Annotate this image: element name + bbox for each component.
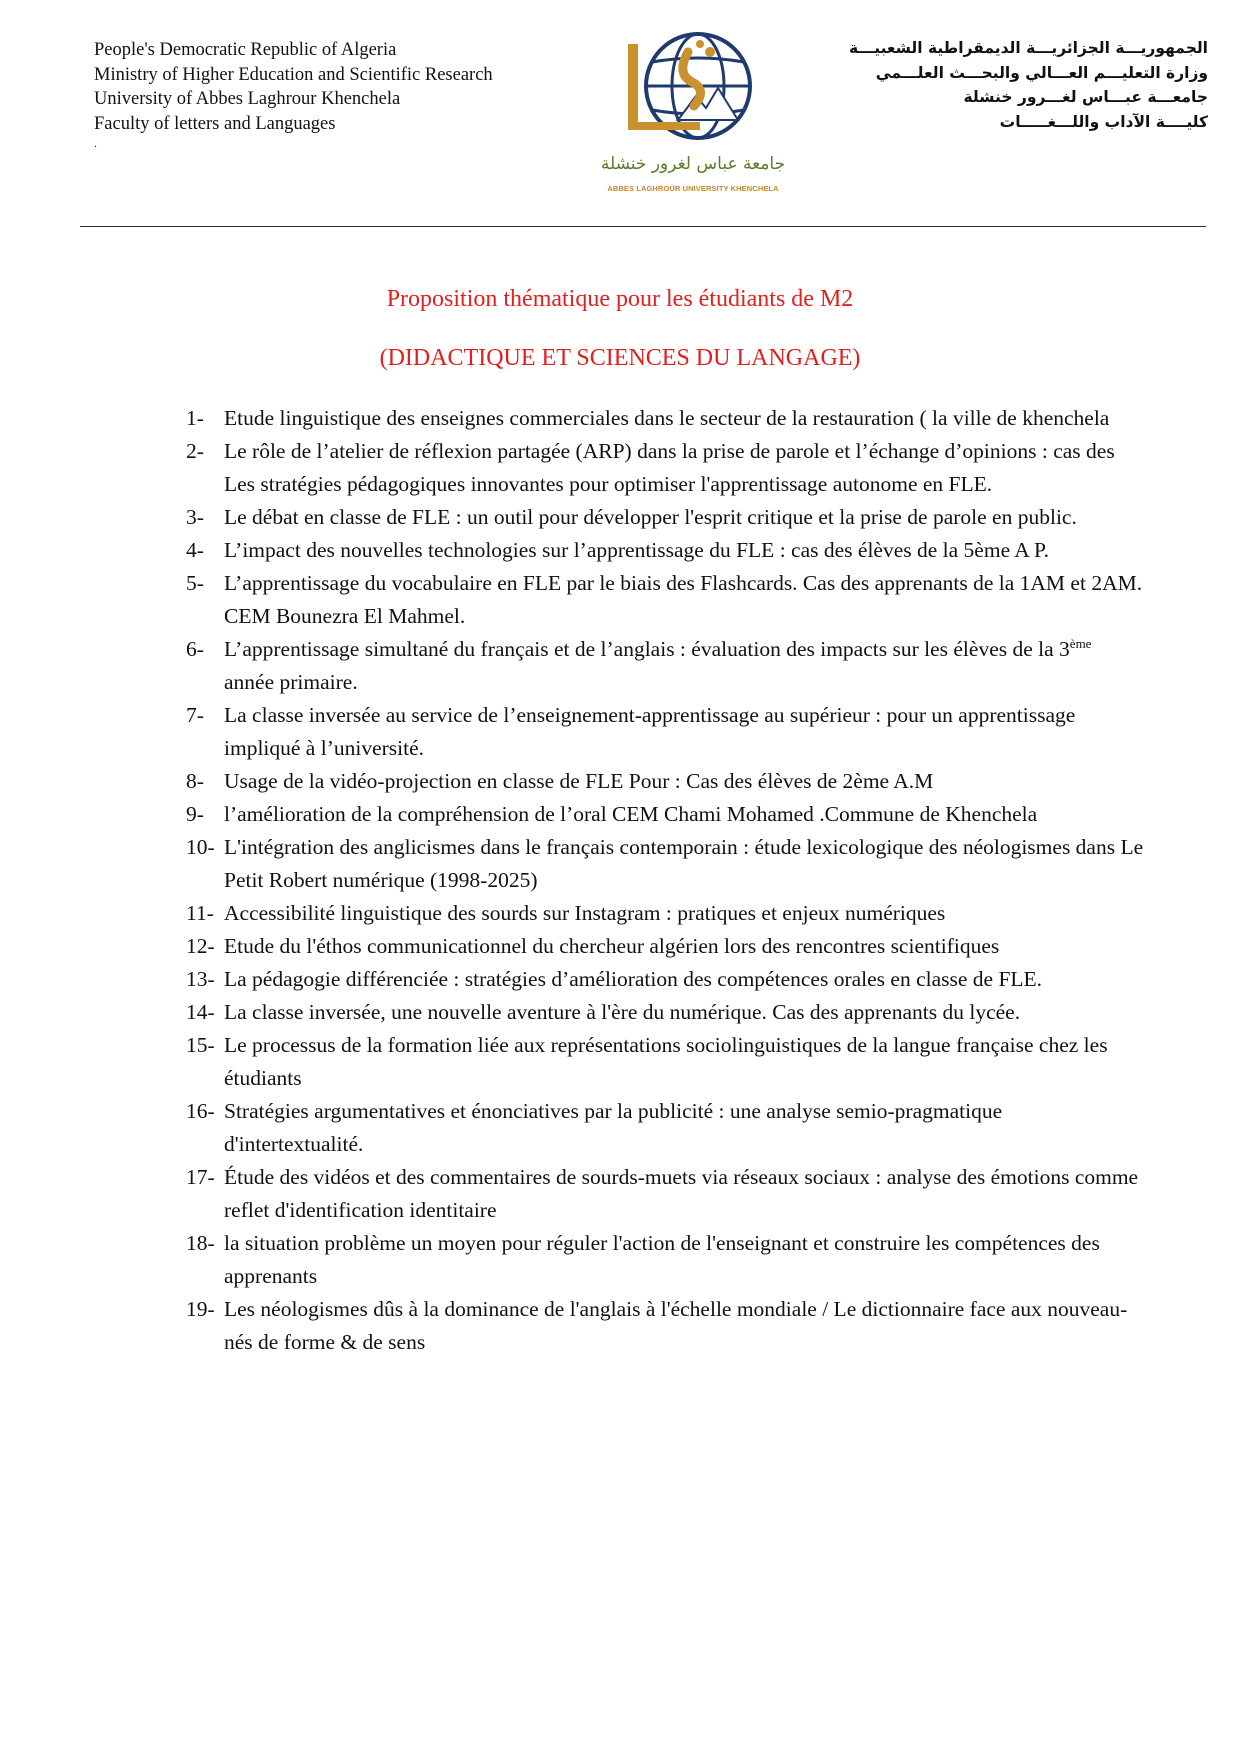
topic-item	[0, 567, 1144, 633]
header-line-university: University of Abbes Laghrour Khenchela	[94, 89, 401, 109]
topic-number: 8-	[186, 769, 204, 793]
topic-number: 10-	[186, 835, 215, 859]
topic-item	[0, 1227, 1144, 1293]
topic-number: 11-	[186, 901, 214, 925]
university-logo	[588, 24, 798, 204]
topic-text: L’apprentissage du vocabulaire en FLE par le biais des Flashcards. Cas des apprenants de la 1AM et 2AM. CEM Bounezra El Mahmel.	[224, 571, 1143, 628]
topic-text: Le débat en classe de FLE : un outil pour développer l'esprit critique et la prise de parole en public.	[224, 505, 1077, 529]
topic-item	[0, 831, 1144, 897]
topic-item	[0, 897, 1144, 930]
topic-text: la situation problème un moyen pour réguler l'action de l'enseignant et construire les compétences des apprenants	[224, 1231, 1100, 1288]
header-institution-en	[94, 38, 493, 150]
topic-text: l’amélioration de la compréhension de l’oral CEM Chami Mohamed .Commune de Khenchela	[224, 802, 1038, 826]
topic-text: L’apprentissage simultané du français et de l’anglais : évaluation des impacts sur les élèves de la 3	[224, 637, 1070, 661]
header-line-dot: .	[94, 136, 97, 150]
topic-item	[0, 534, 1144, 567]
topic-text: L'intégration des anglicismes dans le français contemporain : étude lexicologique des néologismes dans Le Petit Robert numérique (1998-2025)	[224, 835, 1144, 892]
topic-number: 4-	[186, 538, 204, 562]
topic-text: Usage de la vidéo-projection en classe de FLE Pour : Cas des élèves de 2ème A.M	[224, 769, 934, 793]
topic-text: L’impact des nouvelles technologies sur l’apprentissage du FLE : cas des élèves de la 5ème A P.	[224, 538, 1049, 562]
header-ar-line-faculty: كليــــة الآداب واللـــغـــــات	[999, 112, 1208, 131]
topic-item	[0, 996, 1144, 1029]
topic-item	[0, 699, 1144, 765]
topic-text: La classe inversée, une nouvelle aventure à l'ère du numérique. Cas des apprenants du lycée.	[224, 1000, 1021, 1024]
header-ar-line-ministry: وزارة التعليـــم العـــالي والبحـــث العلـــمي	[875, 63, 1208, 82]
topic-text: Le processus de la formation liée aux représentations sociolinguistiques de la langue française chez les étudiants	[224, 1033, 1108, 1090]
header-ar-line-university: جامعـــة عبـــاس لغـــرور خنشلة	[963, 88, 1208, 106]
topic-number: 14-	[186, 1000, 215, 1024]
topic-item	[0, 765, 1144, 798]
topic-text: Stratégies argumentatives et énonciatives par la publicité : une analyse semio-pragmatique d'intertextualité.	[224, 1099, 1003, 1156]
topic-text: Accessibilité linguistique des sourds sur Instagram : pratiques et enjeux numériques	[224, 901, 946, 925]
topic-text-continued: année primaire.	[224, 670, 358, 694]
topic-number: 2-	[186, 439, 204, 463]
topic-number: 3-	[186, 505, 204, 529]
topic-number: 9-	[186, 802, 204, 826]
topic-number: 6-	[186, 637, 204, 661]
topic-item	[0, 402, 1144, 435]
topic-item	[0, 501, 1144, 534]
topic-item	[0, 798, 1144, 831]
topic-text: Les néologismes dûs à la dominance de l'anglais à l'échelle mondiale / Le dictionnaire face aux nouveau-nés de forme & de sens	[224, 1297, 1128, 1354]
logo-emblem-icon	[588, 24, 798, 154]
topic-item	[0, 1095, 1144, 1161]
topic-number: 18-	[186, 1231, 215, 1255]
header-line-faculty: Faculty of letters and Languages	[94, 113, 336, 134]
topic-item	[0, 1029, 1144, 1095]
topic-item	[0, 930, 1144, 963]
topic-text: Etude du l'éthos communicationnel du chercheur algérien lors des rencontres scientifiques	[224, 934, 1000, 958]
topic-number: 13-	[186, 967, 215, 991]
logo-arabic-name: جامعة عباس لغرور خنشلة	[600, 154, 786, 174]
topic-number: 5-	[186, 571, 204, 595]
topic-text: La pédagogie différenciée : stratégies d’amélioration des compétences orales en classe de FLE.	[224, 967, 1043, 991]
topic-number: 1-	[186, 406, 204, 430]
header-divider	[80, 226, 1206, 227]
topic-item	[0, 1161, 1144, 1227]
topic-number: 17-	[186, 1165, 215, 1189]
topic-number: 7-	[186, 703, 204, 727]
topic-text: Le rôle de l’atelier de réflexion partagée (ARP) dans la prise de parole et l’échange d’opinions : cas des Les stratégies pédagogiques innovantes pour optimiser l'apprentissage autonome en FLE.	[224, 439, 1115, 496]
topic-superscript: ème	[1069, 635, 1092, 651]
topic-number: 12-	[186, 934, 215, 958]
topic-text: Etude linguistique des enseignes commerciales dans le secteur de la restauration ( la ville de khenchela	[224, 406, 1110, 430]
topic-item	[0, 1293, 1144, 1359]
topic-number: 19-	[186, 1297, 215, 1321]
header-ar-line-country: الجمهوريـــة الجزائريـــة الديمقراطية الشعبيـــة	[848, 39, 1208, 57]
topic-text: La classe inversée au service de l’enseignement-apprentissage au supérieur : pour un apprentissage impliqué à l’université.	[224, 703, 1076, 760]
topic-number: 15-	[186, 1033, 215, 1057]
topic-item	[0, 633, 1144, 699]
topic-text: Étude des vidéos et des commentaires de sourds-muets via réseaux sociaux : analyse des émotions comme reflet d'identification identitaire	[224, 1165, 1139, 1222]
topic-item	[0, 963, 1144, 996]
header-line-country: People's Democratic Republic of Algeria	[94, 40, 397, 60]
topic-list	[0, 402, 1240, 1359]
logo-latin-name: ABBES LAGHROUR UNIVERSITY KHENCHELA	[607, 184, 779, 193]
topic-item	[0, 435, 1144, 501]
document-subtitle: (DIDACTIQUE ET SCIENCES DU LANGAGE)	[379, 345, 861, 371]
header-institution-ar	[788, 36, 1208, 134]
document-title: Proposition thématique pour les étudiants de M2	[386, 286, 854, 312]
header-line-ministry: Ministry of Higher Education and Scientific Research	[94, 64, 493, 85]
topic-number: 16-	[186, 1099, 215, 1123]
